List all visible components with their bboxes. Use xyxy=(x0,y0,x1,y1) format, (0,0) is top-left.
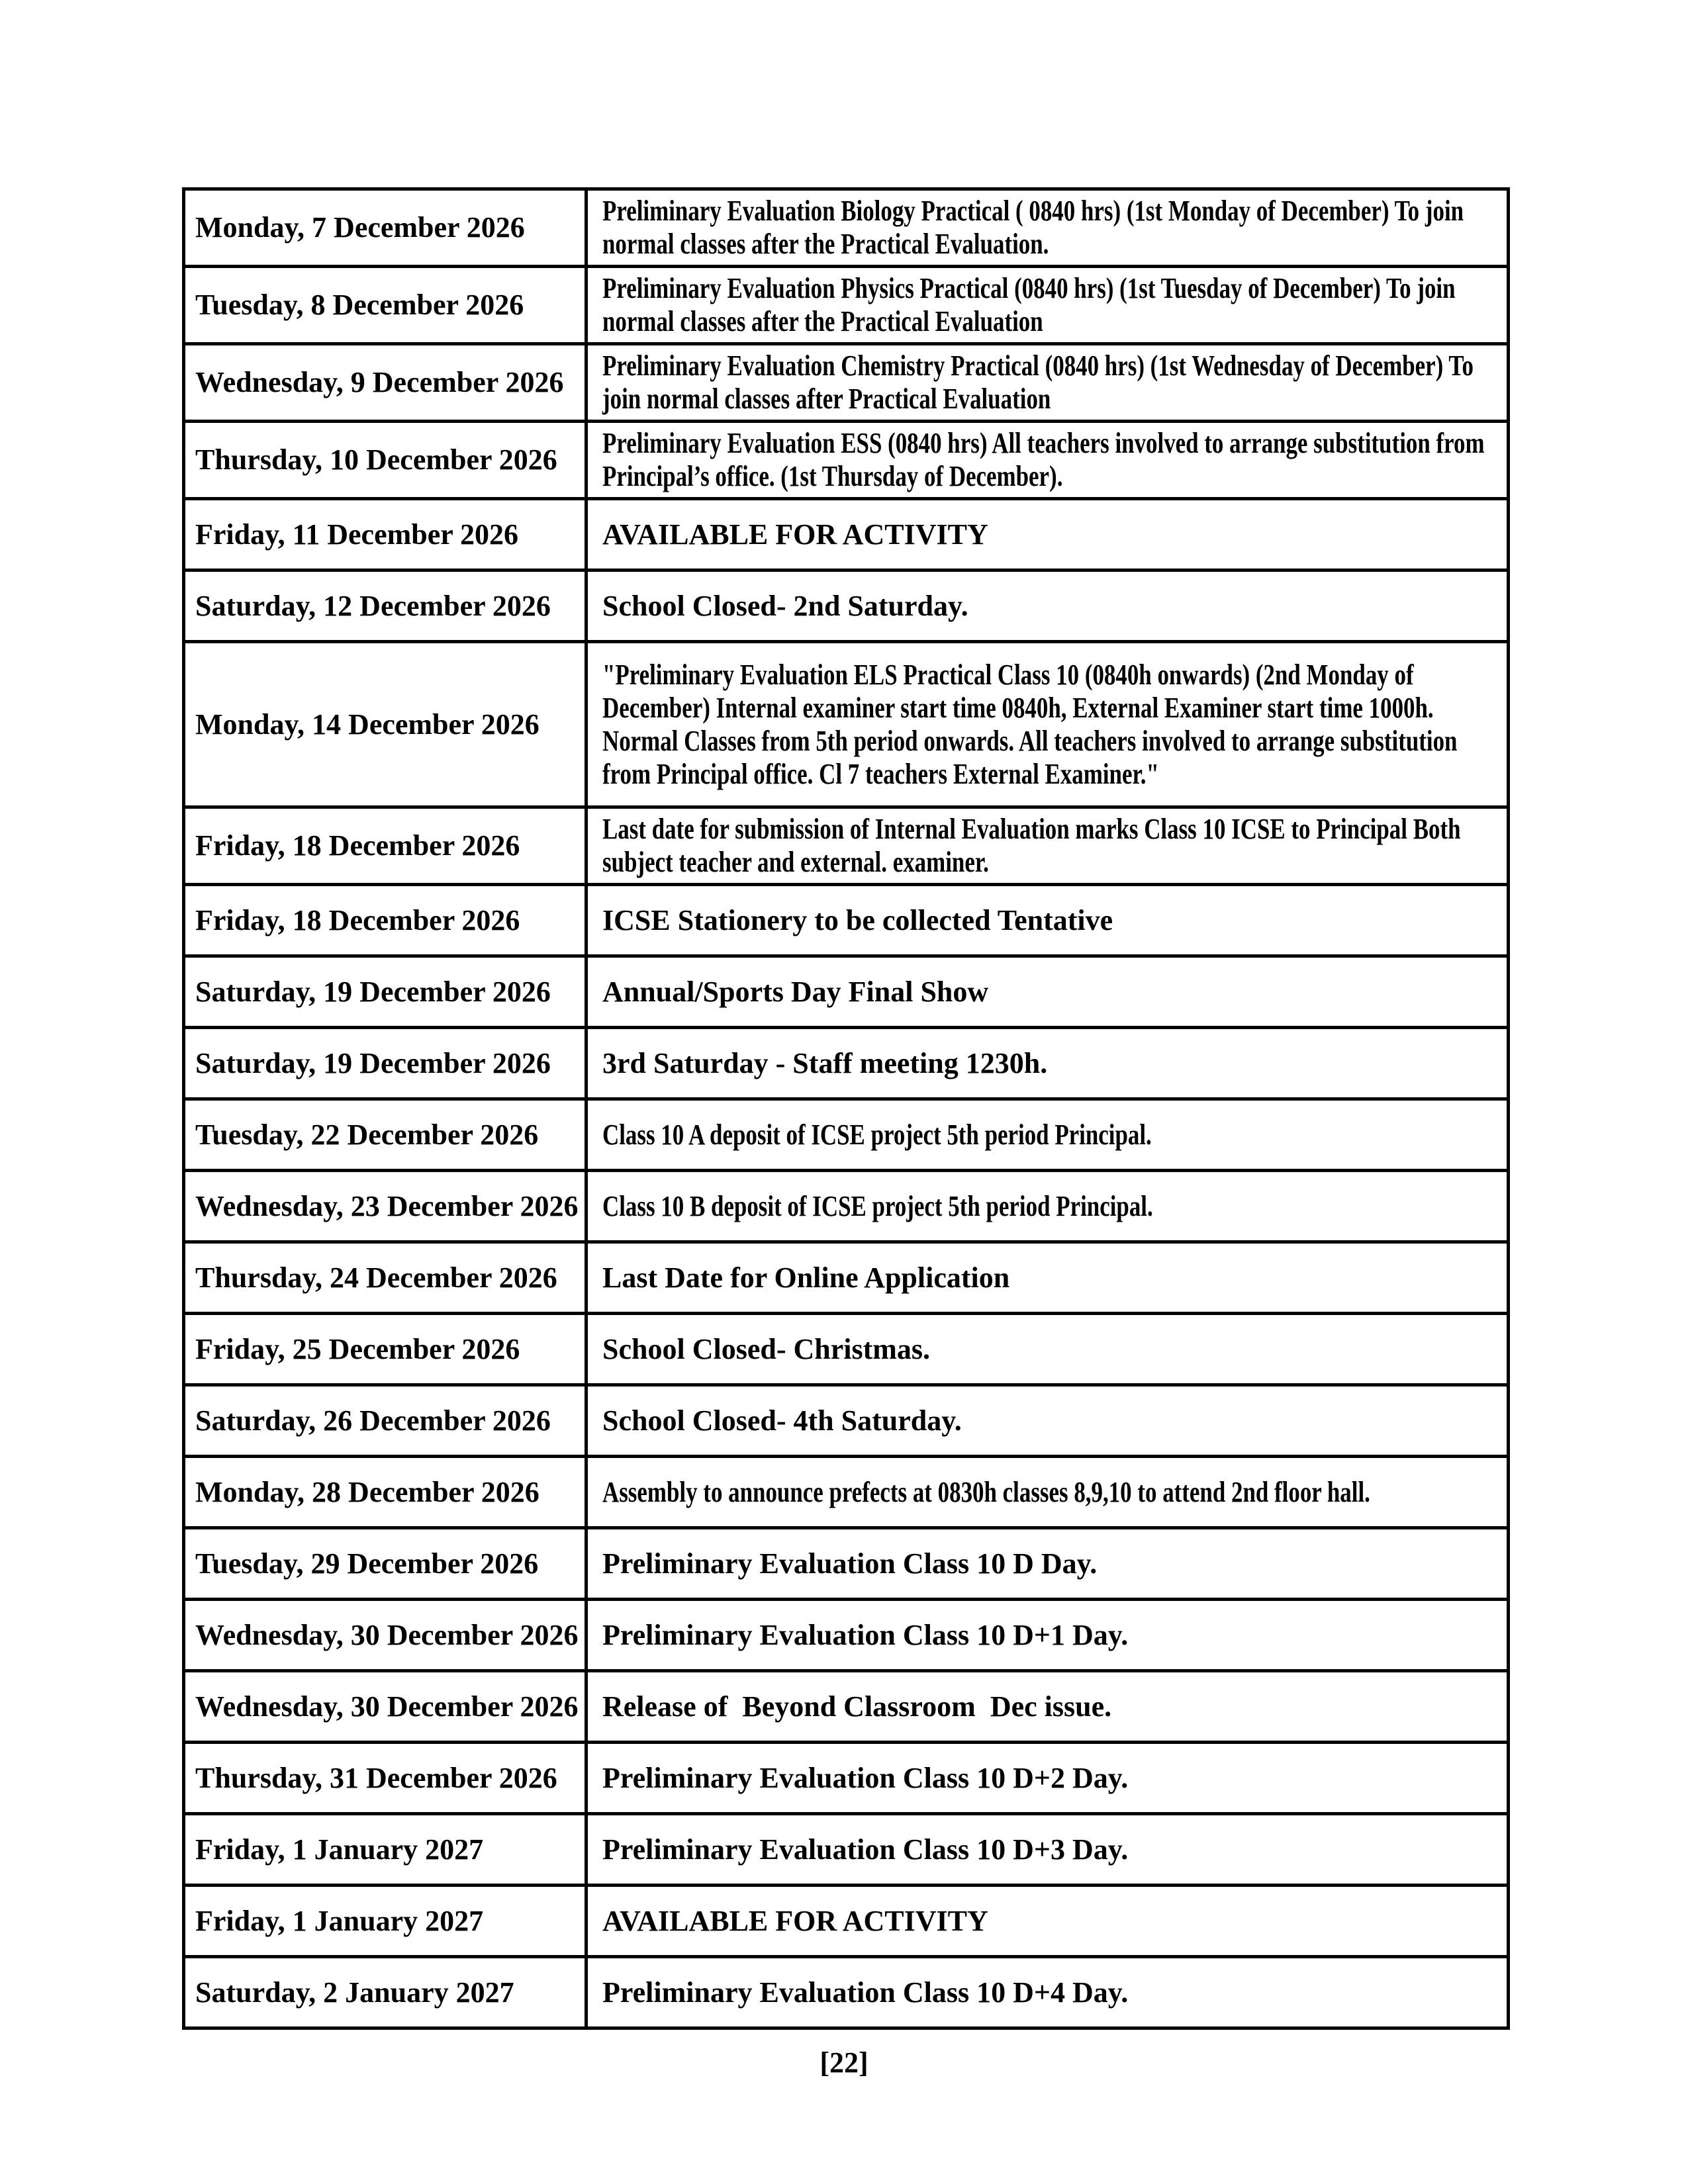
table-row xyxy=(184,267,1509,344)
event-text: Preliminary Evaluation Class 10 D+2 Day. xyxy=(602,1761,1129,1794)
event-text: Preliminary Evaluation Physics Practical (0840 hrs) (1st Tuesday of December) To join normal classes after the Practical Evaluation xyxy=(602,272,1462,338)
date-text: Monday, 14 December 2026 xyxy=(195,707,539,741)
event-text: School Closed- 4th Saturday. xyxy=(602,1404,962,1437)
date-text: Thursday, 10 December 2026 xyxy=(195,443,557,476)
event-cell xyxy=(586,1242,1509,1314)
date-text: Tuesday, 22 December 2026 xyxy=(195,1118,539,1151)
table-row xyxy=(184,1886,1509,1957)
calendar-table xyxy=(182,187,1510,2030)
event-text: Preliminary Evaluation ESS (0840 hrs) All teachers involved to arrange substitution from Principal’s office. (1st Thursday of December). xyxy=(602,427,1491,492)
event-cell xyxy=(586,1957,1509,2028)
date-text: Wednesday, 23 December 2026 xyxy=(195,1189,579,1222)
event-text: Last Date for Online Application xyxy=(602,1261,1010,1294)
event-text: Class 10 B deposit of ICSE project 5th period Principal. xyxy=(602,1189,1153,1222)
event-text: Annual/Sports Day Final Show xyxy=(602,975,989,1008)
event-text: Assembly to announce prefects at 0830h classes 8,9,10 to attend 2nd floor hall. xyxy=(602,1475,1370,1508)
date-cell xyxy=(184,1814,586,1886)
date-cell xyxy=(184,1242,586,1314)
table-row xyxy=(184,1028,1509,1099)
date-text: Friday, 1 January 2027 xyxy=(195,1833,484,1866)
table-row xyxy=(184,1957,1509,2028)
event-text: Preliminary Evaluation Class 10 D+4 Day. xyxy=(602,1976,1129,2009)
event-text: School Closed- 2nd Saturday. xyxy=(602,589,968,622)
date-cell xyxy=(184,885,586,956)
date-text: Tuesday, 29 December 2026 xyxy=(195,1547,539,1580)
table-row xyxy=(184,1242,1509,1314)
date-text: Wednesday, 30 December 2026 xyxy=(195,1690,579,1723)
table-row xyxy=(184,1600,1509,1671)
table-row xyxy=(184,1814,1509,1886)
date-text: Friday, 1 January 2027 xyxy=(195,1904,484,1937)
date-cell xyxy=(184,1886,586,1957)
date-text: Thursday, 31 December 2026 xyxy=(195,1761,557,1794)
event-text: AVAILABLE FOR ACTIVITY xyxy=(602,1904,988,1937)
date-text: Wednesday, 30 December 2026 xyxy=(195,1618,579,1651)
date-text: Saturday, 2 January 2027 xyxy=(195,1976,514,2009)
event-text: 3rd Saturday - Staff meeting 1230h. xyxy=(602,1046,1048,1079)
event-text: Class 10 A deposit of ICSE project 5th period Principal. xyxy=(602,1118,1152,1151)
date-cell xyxy=(184,1028,586,1099)
date-cell xyxy=(184,422,586,499)
date-cell xyxy=(184,642,586,807)
event-cell xyxy=(586,1171,1509,1242)
event-cell xyxy=(586,422,1509,499)
table-row xyxy=(184,344,1509,422)
date-cell xyxy=(184,807,586,885)
date-cell xyxy=(184,1600,586,1671)
date-cell xyxy=(184,1171,586,1242)
date-cell xyxy=(184,1099,586,1171)
table-row xyxy=(184,1385,1509,1457)
date-text: Saturday, 26 December 2026 xyxy=(195,1404,551,1437)
table-row xyxy=(184,1314,1509,1385)
table-row xyxy=(184,189,1509,267)
table-row xyxy=(184,1171,1509,1242)
date-cell xyxy=(184,570,586,642)
event-text: AVAILABLE FOR ACTIVITY xyxy=(602,518,988,551)
date-cell xyxy=(184,956,586,1028)
table-row xyxy=(184,885,1509,956)
event-text: Release of Beyond Classroom Dec issue. xyxy=(602,1690,1112,1723)
date-cell xyxy=(184,499,586,570)
date-text: Friday, 18 December 2026 xyxy=(195,829,520,862)
date-text: Wednesday, 9 December 2026 xyxy=(195,366,564,398)
table-row xyxy=(184,1099,1509,1171)
date-cell xyxy=(184,1743,586,1814)
event-text: "Preliminary Evaluation ELS Practical Class 10 (0840h onwards) (2nd Monday of December) Internal examiner start time 0840h, External Examiner start time 1000h. Normal Classes from 5th period onwards. All teachers involved to arrange substitution from Principal office. Cl 7 teachers External Examiner." xyxy=(602,658,1464,790)
event-cell xyxy=(586,1886,1509,1957)
event-text: Last date for submission of Internal Evaluation marks Class 10 ICSE to Principal Both subject teacher and external. examiner. xyxy=(602,813,1467,878)
date-text: Saturday, 12 December 2026 xyxy=(195,589,551,622)
date-text: Thursday, 24 December 2026 xyxy=(195,1261,557,1294)
date-cell xyxy=(184,1528,586,1600)
event-cell xyxy=(586,189,1509,267)
event-cell xyxy=(586,570,1509,642)
event-cell xyxy=(586,1314,1509,1385)
date-cell xyxy=(184,1671,586,1743)
event-text: ICSE Stationery to be collected Tentative xyxy=(602,903,1113,936)
event-text: Preliminary Evaluation Class 10 D+1 Day. xyxy=(602,1618,1129,1651)
event-text: Preliminary Evaluation Class 10 D+3 Day. xyxy=(602,1833,1129,1866)
event-text: Preliminary Evaluation Biology Practical ( 0840 hrs) (1st Monday of December) To join normal classes after the Practical Evaluation. xyxy=(602,195,1470,260)
event-cell xyxy=(586,1385,1509,1457)
event-text: Preliminary Evaluation Class 10 D Day. xyxy=(602,1547,1098,1580)
date-text: Monday, 7 December 2026 xyxy=(195,211,525,244)
event-cell xyxy=(586,499,1509,570)
date-text: Friday, 25 December 2026 xyxy=(195,1332,520,1365)
date-cell xyxy=(184,189,586,267)
event-cell xyxy=(586,1028,1509,1099)
event-cell xyxy=(586,956,1509,1028)
table-row xyxy=(184,642,1509,807)
table-row xyxy=(184,499,1509,570)
date-text: Saturday, 19 December 2026 xyxy=(195,1046,551,1079)
event-cell xyxy=(586,1099,1509,1171)
date-cell xyxy=(184,1957,586,2028)
table-row xyxy=(184,570,1509,642)
event-cell xyxy=(586,267,1509,344)
event-cell xyxy=(586,1814,1509,1886)
date-cell xyxy=(184,1457,586,1528)
table-row xyxy=(184,1743,1509,1814)
event-cell xyxy=(586,1457,1509,1528)
table-row xyxy=(184,956,1509,1028)
date-cell xyxy=(184,344,586,422)
date-text: Friday, 11 December 2026 xyxy=(195,518,518,551)
event-text: School Closed- Christmas. xyxy=(602,1332,931,1365)
event-cell xyxy=(586,1600,1509,1671)
table-row xyxy=(184,1671,1509,1743)
event-cell xyxy=(586,1743,1509,1814)
date-text: Tuesday, 8 December 2026 xyxy=(195,289,524,321)
date-cell xyxy=(184,1385,586,1457)
event-cell xyxy=(586,807,1509,885)
calendar-table-body xyxy=(184,189,1509,2028)
table-row xyxy=(184,807,1509,885)
table-row xyxy=(184,1528,1509,1600)
table-row xyxy=(184,1457,1509,1528)
table-row xyxy=(184,422,1509,499)
date-text: Friday, 18 December 2026 xyxy=(195,903,520,936)
page-number: [22] xyxy=(820,2046,868,2079)
event-cell xyxy=(586,642,1509,807)
date-cell xyxy=(184,267,586,344)
event-cell xyxy=(586,1528,1509,1600)
event-cell xyxy=(586,885,1509,956)
date-text: Saturday, 19 December 2026 xyxy=(195,975,551,1008)
event-cell xyxy=(586,1671,1509,1743)
date-text: Monday, 28 December 2026 xyxy=(195,1475,539,1508)
event-text: Preliminary Evaluation Chemistry Practical (0840 hrs) (1st Wednesday of December) To join normal classes after Practical Evaluation xyxy=(602,349,1479,415)
date-cell xyxy=(184,1314,586,1385)
event-cell xyxy=(586,344,1509,422)
